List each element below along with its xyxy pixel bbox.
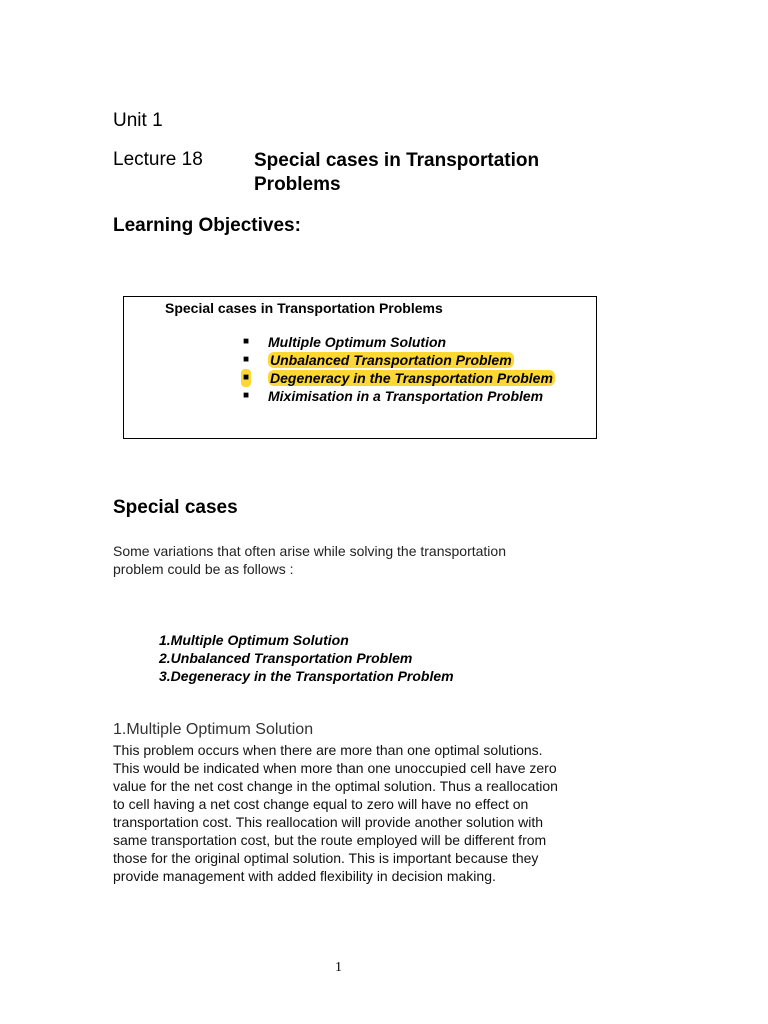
list-item: 2.Unbalanced Transportation Problem [159,650,413,666]
bullet-icon: ■ [241,369,251,387]
page-number: 1 [335,960,342,975]
section-heading: 1.Multiple Optimum Solution [113,721,314,738]
bullet-icon: ■ [243,354,250,365]
bullet-icon: ■ [243,390,250,401]
special-cases-list [159,631,454,685]
objectives-box [123,296,597,439]
objectives-box-title: Special cases in Transportation Problems [165,300,443,316]
objective-item [242,351,555,369]
objective-text: Multiple Optimum Solution [268,334,447,350]
lecture-number: Lecture 18 [113,149,203,170]
section-body: This problem occurs when there are more than one optimal solutions. This would be indicated when more than one unoccupied cell have zero value for the net cost change in the optimal solution. Thus a reallocation to cell having a net cost change equal to zero will have no effect on transportation cost. This reallocation will provide another solution with same transportation cost, but the route employed will be different from those for the original optimal solution. This is important because they provide management with added flexibility in decision making. [113,742,558,884]
objective-text: Miximisation in a Transportation Problem [268,388,544,404]
bullet-icon: ■ [243,336,250,347]
special-cases-intro: Some variations that often arise while solving the transportation problem could be as follows : [113,543,506,577]
objective-item [242,387,555,405]
unit-label: Unit 1 [113,110,163,131]
objective-text-highlighted: Degeneracy in the Transportation Problem [270,370,553,386]
list-item: 3.Degeneracy in the Transportation Problem [159,668,454,684]
learning-objectives-heading: Learning Objectives: [113,215,301,236]
list-item: 1.Multiple Optimum Solution [159,632,349,648]
objective-text-highlighted: Unbalanced Transportation Problem [270,352,512,368]
objectives-list [242,333,555,405]
lecture-title: Special cases in Transportation Problems [254,150,540,195]
special-cases-heading: Special cases [113,497,238,518]
objective-item [242,333,555,351]
objective-item [242,369,555,387]
